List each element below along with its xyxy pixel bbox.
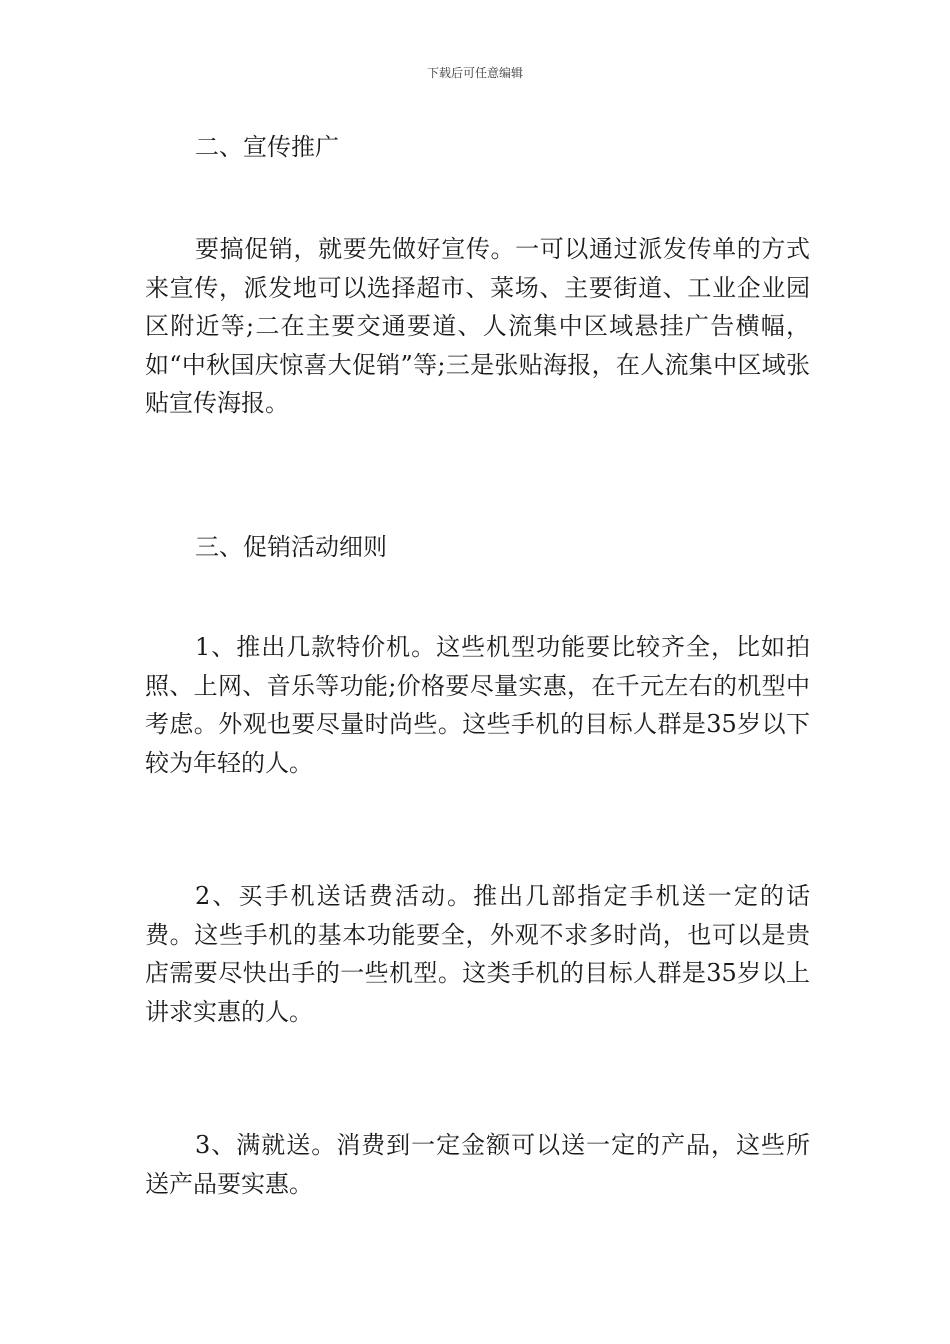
section-heading-promotion: 二、宣传推广 bbox=[195, 133, 339, 161]
paragraph-promotion: 要搞促销，就要先做好宣传。一可以通过派发传单的方式来宣传，派发地可以选择超市、菜场、主要街道、工业企业园区附近等;二在主要交通要道、人流集中区域悬挂广告横幅，如“中秋国庆惊喜大促销”等;三是张贴海报，在人流集中区域张贴宣传海报。 bbox=[145, 235, 810, 417]
section-heading-details: 三、促销活动细则 bbox=[195, 533, 387, 561]
paragraph-item-2: 2、买手机送话费活动。推出几部指定手机送一定的话费。这些手机的基本功能要全，外观不求多时尚，也可以是贵店需要尽快出手的一些机型。这类手机的目标人群是35岁以上讲求实惠的人。 bbox=[145, 882, 810, 1026]
page-header-note: 下载后可任意编辑 bbox=[426, 66, 523, 80]
paragraph-item-1: 1、推出几款特价机。这些机型功能要比较齐全，比如拍照、上网、音乐等功能;价格要尽量实惠，在千元左右的机型中考虑。外观也要尽量时尚些。这些手机的目标人群是35岁以下较为年轻的人。 bbox=[145, 633, 810, 777]
paragraph-item-3: 3、满就送。消费到一定金额可以送一定的产品，这些所送产品要实惠。 bbox=[145, 1131, 810, 1198]
